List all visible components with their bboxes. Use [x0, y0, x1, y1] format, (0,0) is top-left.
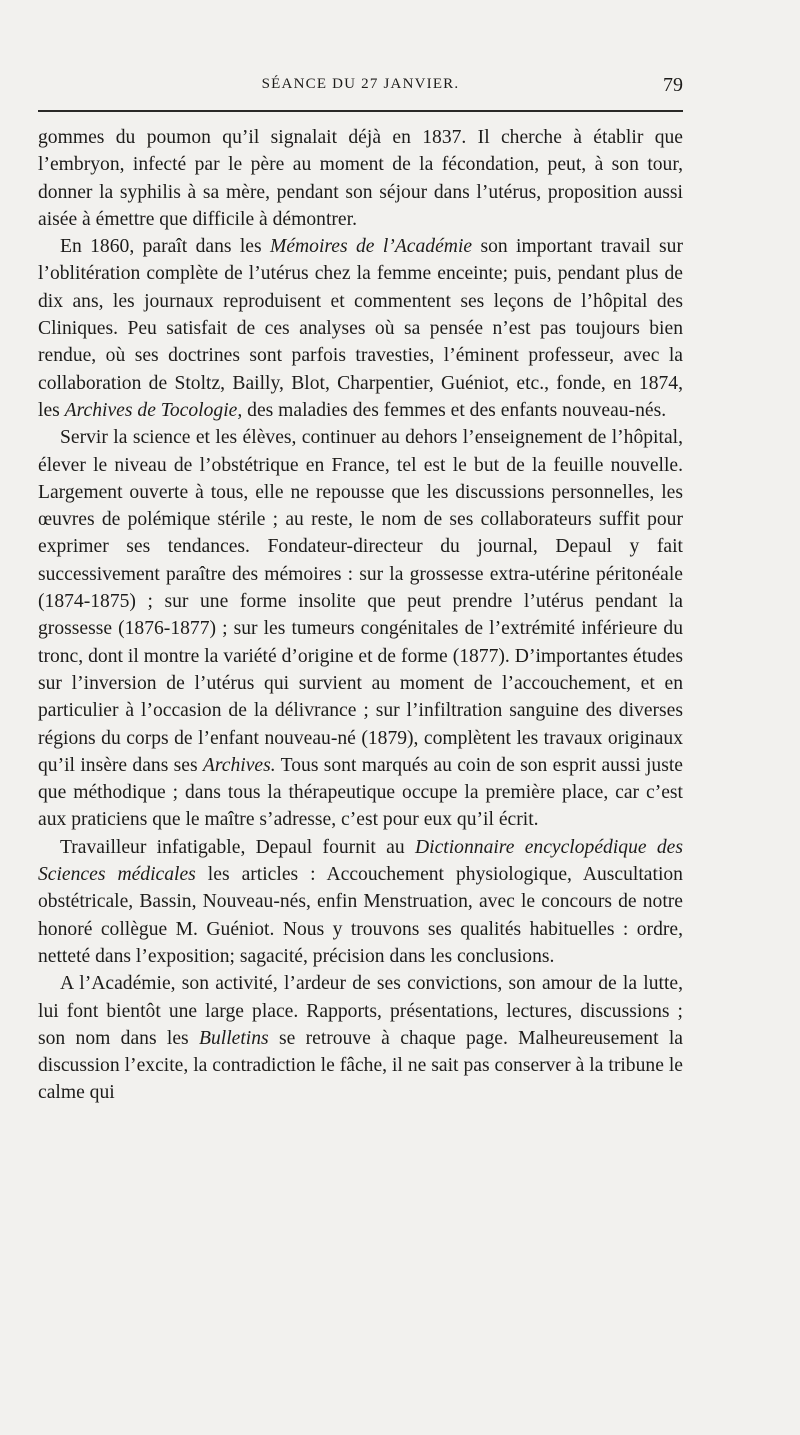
- text-run: Servir la science et les élèves, continuer au dehors l’enseignement de l’hôpital, élever le niveau de l’obstétrique en France, tel est le but de la feuille nouvelle. Largement ouverte à tous, elle ne repousse que les discussions personnelles, les œuvres de polémique stérile ; au reste, le nom de ses collaborateurs suffit pour exprimer ses tendances. Fondateur-directeur du journal, Depaul y fait successivement paraître des mémoires : sur la grossesse extra-utérine péritonéale (1874-1875) ; sur une forme insolite que peut prendre l’utérus pendant la grossesse (1876-1877) ; sur les tumeurs congénitales de l’extrémité inférieure du tronc, dont il montre la variété d’origine et de forme (1877). D’importantes études sur l’inversion de l’utérus qui survient au moment de l’accouchement, et en particulier à l’occasion de la délivrance ; sur l’infiltration sanguine des diverses régions du corps de l’enfant nouveau-né (1879), complètent les travaux originaux qu’il insère dans ses: [38, 427, 683, 776]
- text-run: Travailleur infatigable, Depaul fournit au: [60, 836, 415, 858]
- paragraph: [38, 834, 683, 970]
- header-rule: [38, 110, 683, 112]
- italic-title: Bulletins: [198, 1027, 269, 1049]
- page-number: 79: [663, 74, 683, 96]
- paragraph: [38, 124, 683, 233]
- text-run: En 1860, paraît dans les: [60, 236, 270, 258]
- text-run: se retrouve à chaque page. Malheureusement la discussion l’excite, la contradiction le fâche, il ne sait pas conserver à la tribune le calme qui: [38, 1027, 684, 1104]
- paragraph: [38, 970, 683, 1106]
- italic-title: Archives de Tocologie,: [64, 399, 243, 421]
- paragraph: [38, 233, 683, 424]
- running-head-title: SÉANCE DU 27 JANVIER.: [261, 76, 460, 92]
- running-head: [38, 74, 683, 100]
- text-run: son important travail sur l’oblitération complète de l’utérus chez la femme enceinte; puis, pendant plus de dix ans, les journaux reproduisent et commentent ses leçons de l’hôpital des Cliniques. Peu satisfait de ces analyses où sa pensée n’est pas toujours bien rendue, où ses doctrines sont parfois travesties, l’éminent professeur, avec la collaboration de Stoltz, Bailly, Blot, Charpentier, Guéniot, etc., fonde, en 1874, les: [38, 236, 683, 421]
- text-run: A l’Académie, son activité, l’ardeur de ses convictions, son amour de la lutte, lui font bientôt une large place. Rapports, présentations, lectures, discussions ; son nom dans les: [38, 973, 683, 1049]
- text-run: Tous sont marqués au coin de son esprit aussi juste que méthodique ; dans tous la thérapeutique occupe la première place, car c’est aux praticiens que le maître s’adresse, c’est pour eux qu’il écrit.: [38, 754, 683, 831]
- italic-title: Archives.: [202, 754, 276, 776]
- text-run: gommes du poumon qu’il signalait déjà en 1837. Il cherche à établir que l’embryon, infecté par le père au moment de la fécondation, peut, à son tour, donner la syphilis à sa mère, pendant son séjour dans l’utérus, proposition aussi aisée à émettre que difficile à démontrer.: [38, 127, 683, 230]
- italic-title: Dictionnaire encyclopédique des Sciences médicales: [38, 836, 683, 886]
- italic-title: Mémoires de l’Académie: [270, 236, 473, 258]
- text-run: les articles : Accouchement physiologique, Auscultation obstétricale, Bassin, Nouveau-nés, enfin Menstruation, avec le concours de notre honoré collègue M. Guéniot. Nous y trouvons ses qualités habituelles : ordre, netteté dans l’exposition; sagacité, précision dans les conclusions.: [38, 864, 683, 967]
- body-text: [38, 124, 683, 1107]
- text-run: des maladies des femmes et des enfants nouveau-nés.: [242, 399, 667, 421]
- paragraph: [38, 424, 683, 833]
